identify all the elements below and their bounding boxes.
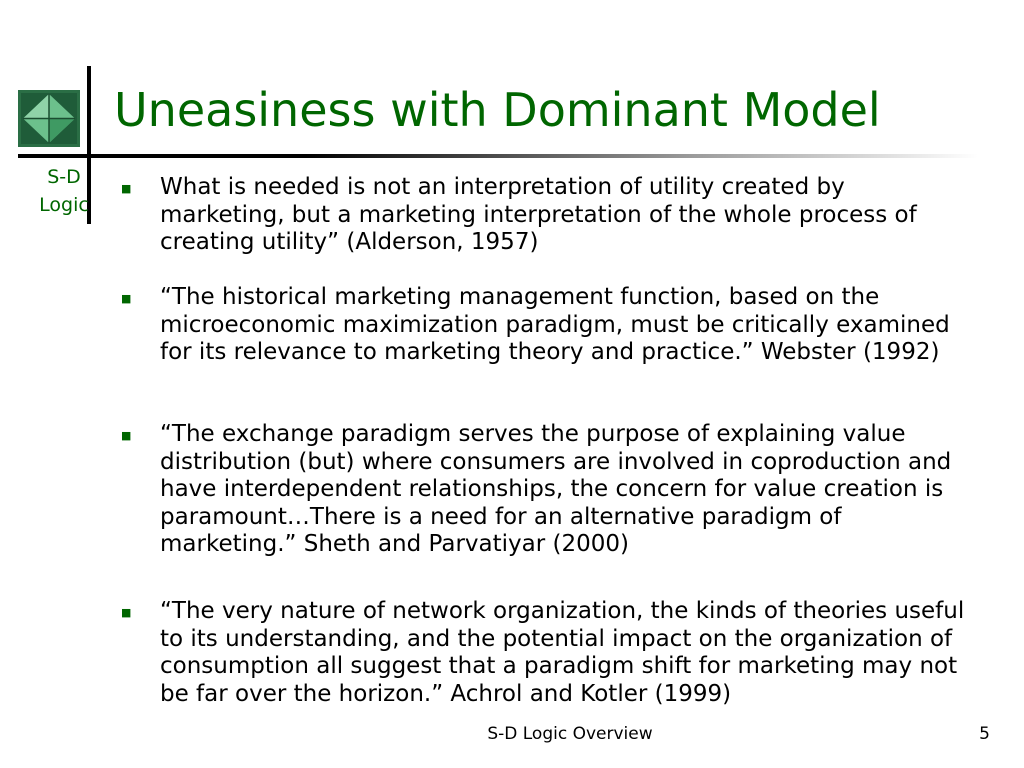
side-label-line-1: S-D [47,166,81,188]
square-bullet-icon: ■ [121,292,132,305]
bullet-text: “The very nature of network organization, the kinds of theories useful to its understanding, and the potential impact on the organization of consumption all suggest that a paradigm shift for marketing may not be far over the horizon.” Achrol and Kotler (1999) [160,598,965,707]
bullet-text: “The exchange paradigm serves the purpose of explaining value distribution (but) where consumers are involved in coproduction and have interdependent relationships, the concern for value creation is paramount…There is a need for an alternative paradigm of marketing.” Sheth and Parvatiyar (2000) [160,421,952,557]
slide-footer: S-D Logic Overview [487,724,653,744]
bullet-text: What is needed is not an interpretation of utility created by marketing, but a marketing interpretation of the whole process of creating utility” (Alderson, 1957) [160,174,917,255]
title-horizontal-rule [18,154,978,158]
square-bullet-icon: ■ [121,182,132,195]
side-label-line-2: Logic [39,194,89,216]
side-label [32,163,96,219]
logo-icon [18,90,80,147]
square-bullet-icon: ■ [121,606,132,619]
bullet-text: “The historical marketing management function, based on the microeconomic maximization paradigm, must be critically examined for its relevance to marketing theory and practice.” Webster (1992) [160,284,950,365]
page-number: 5 [979,724,990,744]
square-bullet-icon: ■ [121,429,132,442]
slide-title: Uneasiness with Dominant Model [114,83,881,137]
